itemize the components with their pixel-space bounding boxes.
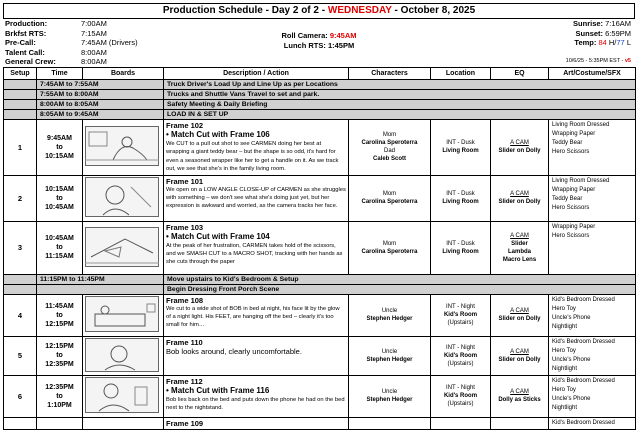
description-cell: Frame 109 <box>164 417 349 429</box>
art-cell: Living Room Dressed Wrapping Paper Teddy Bear Hero Scissors <box>549 120 636 176</box>
eq-cell <box>491 417 549 429</box>
storyboard-image <box>83 221 164 274</box>
storyboard-image <box>83 375 164 417</box>
table-row <box>4 120 636 176</box>
band-row: 8:05AM to 9:45AM LOAD IN & SET UP <box>4 110 636 120</box>
eq-cell: A CAM Slider Lambda Macro Lens <box>491 221 549 274</box>
band-row: Begin Dressing Front Porch Scene <box>4 284 636 294</box>
table-row <box>4 375 636 417</box>
precall-value: 7:45AM (Drivers) <box>81 38 138 48</box>
setup-number: 4 <box>4 294 37 336</box>
storyboard-image <box>83 294 164 336</box>
col-characters: Characters <box>349 68 431 80</box>
col-location: Location <box>431 68 491 80</box>
characters-cell <box>349 417 431 429</box>
setup-number <box>4 417 37 429</box>
general-crew-value: 8:00AM <box>81 57 107 67</box>
storyboard-sketch <box>85 126 159 166</box>
col-boards: Boards <box>83 68 164 80</box>
location-cell: INT - Night Kid's Room (Upstairs) <box>431 375 491 417</box>
location-cell: INT - Dusk Living Room <box>431 175 491 221</box>
table-row <box>4 175 636 221</box>
art-cell: Kid's Bedroom Dressed Hero Toy Uncle's Phone Nightlight <box>549 336 636 375</box>
page-title: Production Schedule - Day 2 of 2 - WEDNESDAY - October 8, 2025 <box>3 3 635 19</box>
production-value: 7:00AM <box>81 19 107 28</box>
eq-cell: A CAM Slider on Dolly <box>491 120 549 176</box>
description-cell: Frame 101 We open on a LOW ANGLE CLOSE-UP of CARMEN as she struggles with something – we don't see what she's doing just yet, but her expression is awkward and worried, as the camera tracks her face. <box>164 175 349 221</box>
setup-number: 6 <box>4 375 37 417</box>
talent-call-label: Talent Call: <box>5 47 45 57</box>
col-eq: EQ <box>491 68 549 80</box>
characters-cell: Mom Carolina Speroterra Dad Caleb Scott <box>349 120 431 176</box>
setup-number: 3 <box>4 221 37 274</box>
art-cell: Kid's Bedroom Dressed Hero Toy Uncle's Phone Nightlight <box>549 294 636 336</box>
location-cell: INT - Dusk Living Room <box>431 120 491 176</box>
call-times-header <box>3 19 635 67</box>
breakfast-label: Brkfst RTS: <box>5 28 47 38</box>
location-cell: INT - Dusk Living Room <box>431 221 491 274</box>
art-cell: Kid's Bedroom Dressed Hero Toy Uncle's Phone Nightlight <box>549 375 636 417</box>
characters-cell: Mom Carolina Speroterra <box>349 175 431 221</box>
storyboard-sketch <box>85 296 159 332</box>
band-row: 8:00AM to 8:05AM Safety Meeting & Daily Briefing <box>4 100 636 110</box>
description-cell: Frame 108 We cut to a wide shot of BOB in bed at night, his face lit by the glow of a night light. His FEET, are hanging off the bed – clearly it's too small for him… <box>164 294 349 336</box>
time-cell: 12:15PM to 12:35PM <box>37 336 83 375</box>
location-cell: INT - Night Kid's Room (Upstairs) <box>431 294 491 336</box>
time-cell: 10:45AM to 11:15AM <box>37 221 83 274</box>
description-cell: Frame 110 Bob looks around, clearly uncomfortable. <box>164 336 349 375</box>
storyboard-sketch <box>85 377 159 413</box>
time-cell: 10:15AM to 10:45AM <box>37 175 83 221</box>
talent-call-value: 8:00AM <box>81 47 107 57</box>
band-row: 7:45AM to 7:55AM Truck Driver's Load Up and Line Up as per Locations <box>4 80 636 90</box>
breakfast-value: 7:15AM <box>81 28 107 38</box>
col-art: Art/Costume/SFX <box>549 68 636 80</box>
sunset: Sunset: 6:59PM <box>575 28 631 38</box>
storyboard-image <box>83 120 164 176</box>
time-cell <box>37 417 83 429</box>
production-label: Production: <box>5 19 48 28</box>
table-row <box>4 336 636 375</box>
storyboard-image <box>83 417 164 429</box>
setup-number: 5 <box>4 336 37 375</box>
general-crew-label: General Crew: <box>5 57 56 67</box>
characters-cell: Uncle Stephen Hedger <box>349 375 431 417</box>
table-row <box>4 221 636 274</box>
location-cell: INT - Night Kid's Room (Upstairs) <box>431 336 491 375</box>
description-cell: Frame 112 • Match Cut with Frame 116 Bob lies back on the bed and puts down the phone he had on the bed next to the nightstand. <box>164 375 349 417</box>
col-setup: Setup <box>4 68 37 80</box>
storyboard-sketch <box>85 338 159 372</box>
version-stamp: 10/6/25 - 5:35PM EST - v5 <box>565 58 631 65</box>
setup-number: 2 <box>4 175 37 221</box>
storyboard-sketch <box>85 177 159 217</box>
time-cell: 9:45AM to 10:15AM <box>37 120 83 176</box>
column-header-row <box>4 68 636 80</box>
characters-cell: Uncle Stephen Hedger <box>349 336 431 375</box>
table-row <box>4 417 636 429</box>
temperature: Temp: 84 H/77 L <box>574 38 631 48</box>
eq-cell: A CAM Slider on Dolly <box>491 175 549 221</box>
col-description: Description / Action <box>164 68 349 80</box>
description-cell: Frame 103 • Match Cut with Frame 104 At the peak of her frustration, CARMEN takes hold of the scissors, and we SMASH CUT to a MACRO SHOT, tracking with her hands as she cuts through the paper <box>164 221 349 274</box>
table-row <box>4 294 636 336</box>
time-cell: 12:35PM to 1:10PM <box>37 375 83 417</box>
eq-cell: A CAM Slider on Dolly <box>491 294 549 336</box>
sunrise: Sunrise: 7:16AM <box>573 19 631 28</box>
lunch-rts: Lunch RTS: 1:45PM <box>283 40 355 50</box>
art-cell: Living Room Dressed Wrapping Paper Teddy Bear Hero Scissors <box>549 175 636 221</box>
storyboard-image <box>83 175 164 221</box>
location-cell <box>431 417 491 429</box>
time-cell: 11:45AM to 12:15PM <box>37 294 83 336</box>
storyboard-sketch <box>85 227 159 267</box>
band-row: 7:55AM to 8:00AM Trucks and Shuttle Vans Travel to set and park. <box>4 90 636 100</box>
art-cell: Kid's Bedroom Dressed <box>549 417 636 429</box>
band-row: 11:15PM to 11:45PM Move upstairs to Kid's Bedroom & Setup <box>4 274 636 284</box>
roll-camera: Roll Camera: 9:45AM <box>281 31 357 40</box>
characters-cell: Mom Carolina Speroterra <box>349 221 431 274</box>
setup-number: 1 <box>4 120 37 176</box>
characters-cell: Uncle Stephen Hedger <box>349 294 431 336</box>
eq-cell: A CAM Dolly as Sticks <box>491 375 549 417</box>
precall-label: Pre-Call: <box>5 38 36 48</box>
eq-cell: A CAM Slider on Dolly <box>491 336 549 375</box>
schedule-table <box>3 67 636 430</box>
storyboard-image <box>83 336 164 375</box>
col-time: Time <box>37 68 83 80</box>
description-cell: Frame 102 • Match Cut with Frame 106 We CUT to a pull out shot to see CARMEN doing her best at wrapping a giant teddy bear – but the shape is so odd, it's hard for even a seasoned wrapper like her to get a handle on it. As we track out, we see that she's in the family living room. <box>164 120 349 176</box>
art-cell: Wrapping Paper Hero Scissors <box>549 221 636 274</box>
